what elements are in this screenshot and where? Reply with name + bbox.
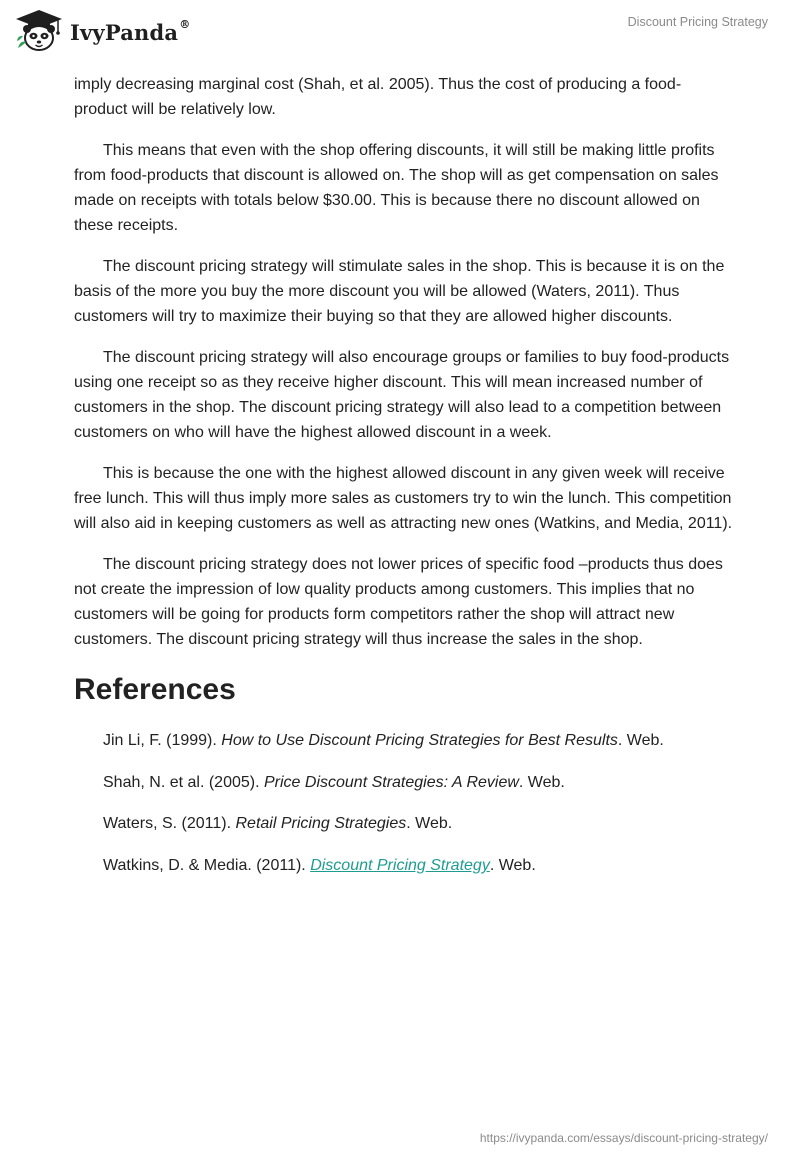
paragraph: The discount pricing strategy will also encourage groups or families to buy food-products using one receipt so as they receive higher discount. This will mean increased number of customers in the shop. The discount pricing strategy will also lead to a competition between customers on who will have the highest allowed discount in a week. xyxy=(74,349,730,441)
paragraph: The discount pricing strategy does not lower prices of specific food –products thus does not create the impression of low quality products among customers. This implies that no customers will be going for products form competitors rather the shop will attract new customers. The discount pricing strategy will thus increase the sales in the shop. xyxy=(74,556,723,648)
paragraph: imply decreasing marginal cost (Shah, et al. 2005). Thus the cost of producing a food-product will be relatively low. xyxy=(74,76,682,118)
logo-wordmark: IvyPanda® xyxy=(70,17,191,45)
reference-link[interactable]: Discount Pricing Strategy xyxy=(310,856,490,874)
references-list xyxy=(103,728,734,878)
reference-item: Shah, N. et al. (2005). Price Discount Strategies: A Review. Web. xyxy=(103,773,565,791)
reference-item: Jin Li, F. (1999). How to Use Discount Pricing Strategies for Best Results. Web. xyxy=(103,732,664,749)
essay-content xyxy=(74,72,734,894)
page-header xyxy=(0,0,800,70)
panda-logo-icon xyxy=(14,8,64,52)
source-url: https://ivypanda.com/essays/discount-pricing-strategy/ xyxy=(479,1131,768,1145)
paragraph: The discount pricing strategy will stimulate sales in the shop. This is because it is on the basis of the more you buy the more discount you will be allowed (Waters, 2011). Thus customers will try to maximize their buying so that they are allowed higher discounts. xyxy=(74,258,725,325)
paragraph: This means that even with the shop offering discounts, it will still be making little profits from food-products that discount is allowed on. The shop will as get compensation on sales made on receipts with totals below $30.00. This is because there no discount allowed on these receipts. xyxy=(74,142,719,234)
paragraph: This is because the one with the highest allowed discount in any given week will receive free lunch. This will thus imply more sales as customers try to win the lunch. This competition will also aid in keeping customers as well as attracting new ones (Watkins, and Media, 2011). xyxy=(74,465,733,532)
ivypanda-logo[interactable] xyxy=(14,8,190,52)
reference-item: Waters, S. (2011). Retail Pricing Strategies. Web. xyxy=(103,815,453,832)
references-heading: References xyxy=(74,673,236,706)
reference-item: Watkins, D. & Media. (2011). Discount Pricing Strategy. Web. xyxy=(103,856,536,874)
document-title: Discount Pricing Strategy xyxy=(627,15,768,29)
